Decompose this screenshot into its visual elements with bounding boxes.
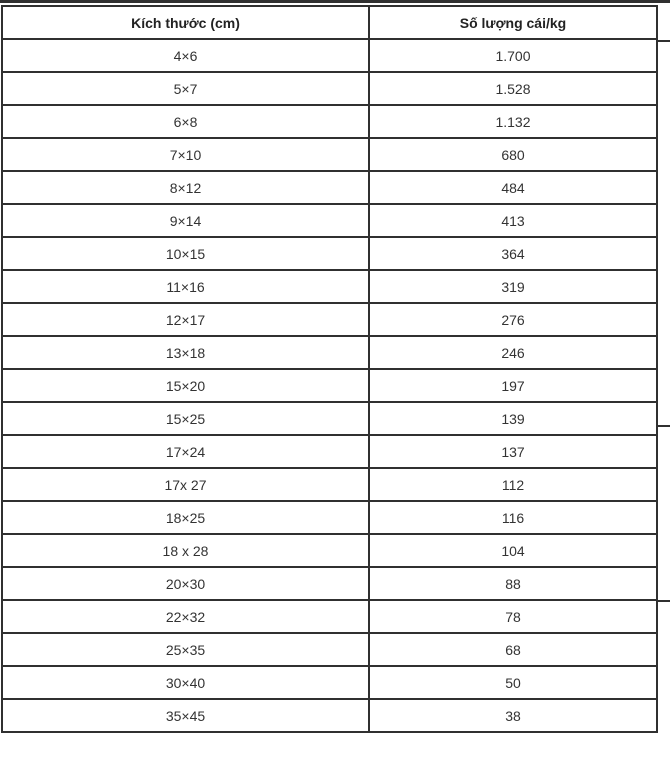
quantity-cell: 104 — [369, 534, 657, 567]
size-cell: 17x 27 — [2, 468, 369, 501]
size-cell: 30×40 — [2, 666, 369, 699]
quantity-cell: 364 — [369, 237, 657, 270]
table-row — [2, 402, 657, 435]
right-edge-tick — [656, 600, 670, 602]
quantity-cell: 137 — [369, 435, 657, 468]
table-row — [2, 270, 657, 303]
table-row — [2, 237, 657, 270]
size-cell: 10×15 — [2, 237, 369, 270]
header-quantity: Số lượng cái/kg — [369, 6, 657, 39]
quantity-cell: 116 — [369, 501, 657, 534]
right-edge-tick — [656, 40, 670, 42]
table-row — [2, 666, 657, 699]
table-row — [2, 369, 657, 402]
size-cell: 25×35 — [2, 633, 369, 666]
size-cell: 15×20 — [2, 369, 369, 402]
quantity-cell: 680 — [369, 138, 657, 171]
quantity-cell: 276 — [369, 303, 657, 336]
quantity-cell: 197 — [369, 369, 657, 402]
size-cell: 7×10 — [2, 138, 369, 171]
quantity-cell: 413 — [369, 204, 657, 237]
quantity-cell: 38 — [369, 699, 657, 732]
size-cell: 15×25 — [2, 402, 369, 435]
table-row — [2, 72, 657, 105]
quantity-cell: 1.132 — [369, 105, 657, 138]
quantity-cell: 1.528 — [369, 72, 657, 105]
header-size: Kích thước (cm) — [2, 6, 369, 39]
table-row — [2, 39, 657, 72]
table-header-row — [2, 6, 657, 39]
table-row — [2, 600, 657, 633]
quantity-cell: 88 — [369, 567, 657, 600]
quantity-cell: 319 — [369, 270, 657, 303]
table-row — [2, 435, 657, 468]
table-row — [2, 534, 657, 567]
quantity-cell: 112 — [369, 468, 657, 501]
quantity-cell: 68 — [369, 633, 657, 666]
size-cell: 6×8 — [2, 105, 369, 138]
quantity-cell: 50 — [369, 666, 657, 699]
quantity-cell: 484 — [369, 171, 657, 204]
right-edge-tick — [656, 425, 670, 427]
size-cell: 13×18 — [2, 336, 369, 369]
table-row — [2, 171, 657, 204]
size-cell: 8×12 — [2, 171, 369, 204]
quantity-cell: 246 — [369, 336, 657, 369]
table-row — [2, 204, 657, 237]
table-row — [2, 501, 657, 534]
size-cell: 4×6 — [2, 39, 369, 72]
table-row — [2, 105, 657, 138]
quantity-cell: 78 — [369, 600, 657, 633]
table-row — [2, 336, 657, 369]
size-cell: 11×16 — [2, 270, 369, 303]
table-row — [2, 699, 657, 732]
table-row — [2, 468, 657, 501]
table-row — [2, 303, 657, 336]
size-cell: 35×45 — [2, 699, 369, 732]
size-cell: 9×14 — [2, 204, 369, 237]
size-cell: 17×24 — [2, 435, 369, 468]
top-border-line — [0, 0, 670, 3]
size-cell: 5×7 — [2, 72, 369, 105]
quantity-cell: 139 — [369, 402, 657, 435]
size-cell: 12×17 — [2, 303, 369, 336]
size-cell: 18 x 28 — [2, 534, 369, 567]
table-row — [2, 567, 657, 600]
size-cell: 20×30 — [2, 567, 369, 600]
size-quantity-table — [1, 5, 658, 733]
quantity-cell: 1.700 — [369, 39, 657, 72]
table-row — [2, 138, 657, 171]
size-cell: 18×25 — [2, 501, 369, 534]
size-cell: 22×32 — [2, 600, 369, 633]
table-row — [2, 633, 657, 666]
